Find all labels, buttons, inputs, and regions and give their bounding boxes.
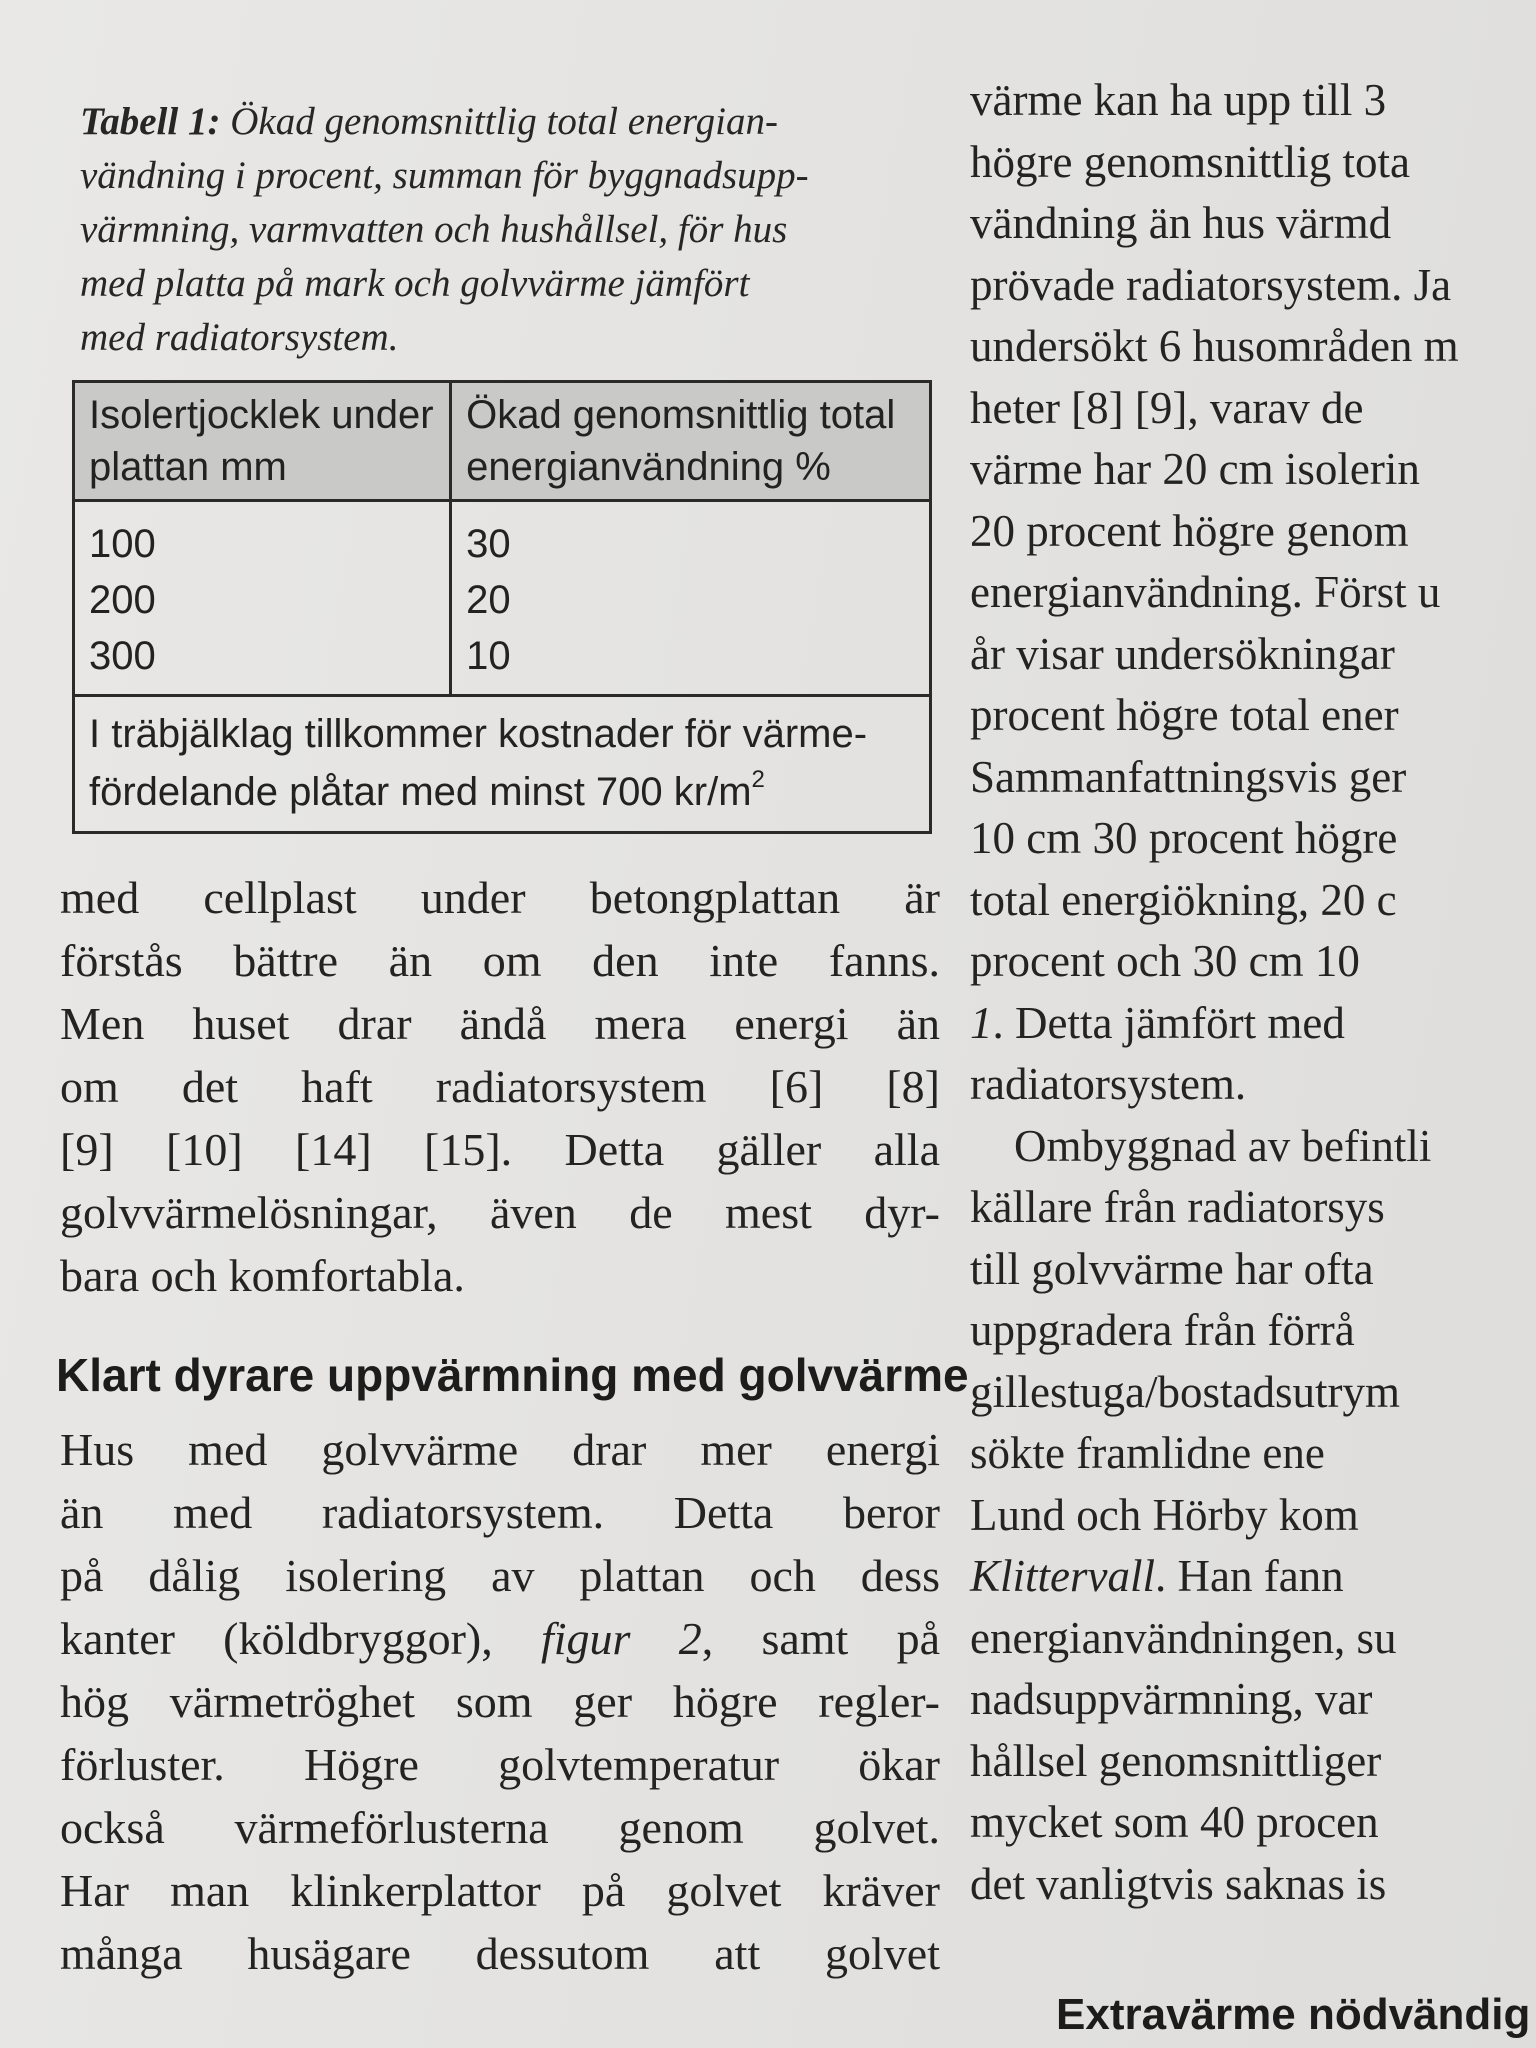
text-span: kanter (köldbryggor), xyxy=(60,1613,541,1664)
text-line: energianvändning. Först u xyxy=(970,567,1441,617)
paragraph-2 xyxy=(60,1418,940,1985)
paragraph-1 xyxy=(60,866,940,1307)
text-line: heter [8] [9], varav de xyxy=(970,382,1364,433)
name-reference: Klittervall xyxy=(970,1551,1155,1601)
text-line: hög värmetröghet som ger högre regler- xyxy=(60,1676,940,1727)
table-cell: 20 xyxy=(466,578,511,622)
caption-line: med radiatorsystem. xyxy=(80,316,399,359)
text-line: Lund och Hörby kom xyxy=(970,1489,1359,1540)
text-line: högre genomsnittlig tota xyxy=(970,136,1410,187)
caption-lead: Tabell 1: xyxy=(80,100,221,143)
text-line: förluster. Högre golvtemperatur ökar xyxy=(60,1739,940,1790)
text-line: prövade radiatorsystem. Ja xyxy=(970,259,1452,310)
increase-values xyxy=(451,501,931,696)
text-line: än med radiatorsystem. Detta beror xyxy=(60,1487,940,1538)
text-line: hållsel genomsnittliger xyxy=(970,1735,1382,1786)
header-text: plattan mm xyxy=(89,445,287,489)
table-cell: 30 xyxy=(466,522,511,566)
caption-line: med platta på mark och golvvärme jämfört xyxy=(80,262,750,305)
right-section-heading: Extravärme nödvändig xyxy=(1056,1990,1531,2039)
text-line: värme kan ha upp till 3 xyxy=(970,75,1387,125)
text-line: Hus med golvvärme drar mer energi xyxy=(60,1424,940,1475)
text-line: golvvärmelösningar, även de mest dyr- xyxy=(60,1187,940,1238)
table-cell: 200 xyxy=(89,578,156,622)
table-caption xyxy=(80,95,940,365)
text-line: energianvändningen, su xyxy=(970,1612,1397,1663)
text-span: . Han fann xyxy=(1155,1551,1344,1601)
text-line xyxy=(60,1607,940,1670)
caption-line: Ökad genomsnittlig total energian- xyxy=(220,100,778,143)
text-line: på dålig isolering av plattan och dess xyxy=(60,1550,940,1601)
text-line: många husägare dessutom att golvet xyxy=(60,1928,940,1979)
text-line xyxy=(970,993,1536,1055)
section-heading: Klart dyrare uppvärmning med golvvärme xyxy=(56,1349,969,1401)
text-line: uppgradera från förrå xyxy=(970,1305,1355,1355)
table-cell: 10 xyxy=(466,634,511,678)
table-cell: 300 xyxy=(89,634,156,678)
text-line xyxy=(970,1546,1536,1608)
caption-line: vändning i procent, summan för byggnadsupp- xyxy=(80,154,809,197)
text-line: Ombyggnad av befintli xyxy=(1014,1120,1432,1171)
text-line: procent och 30 cm 10 xyxy=(970,936,1360,986)
text-line: sökte framlidne ene xyxy=(970,1428,1325,1478)
text-line: förstås bättre än om den inte fanns. xyxy=(60,935,940,986)
text-line: gillestuga/bostadsutrym xyxy=(970,1366,1400,1417)
header-thickness xyxy=(74,382,451,501)
table-reference: 1 xyxy=(970,997,993,1048)
text-line: Men huset drar ändå mera energi än xyxy=(60,998,940,1049)
table-note xyxy=(74,696,931,833)
header-text: energianvändning % xyxy=(466,445,831,489)
text-line: till golvvärme har ofta xyxy=(970,1243,1374,1294)
text-line: källare från radiatorsys xyxy=(970,1182,1385,1232)
text-line: 20 procent högre genom xyxy=(970,505,1409,556)
header-increase xyxy=(451,382,931,501)
caption-line: värmning, varmvatten och hushållsel, för hus xyxy=(80,208,788,251)
figure-reference: figur 2 xyxy=(540,1613,702,1664)
text-line: år visar undersökningar xyxy=(970,628,1395,679)
text-line: undersökt 6 husområden m xyxy=(970,321,1459,371)
table-header-row xyxy=(74,382,931,501)
table-note-row xyxy=(74,696,931,833)
text-line: vändning än hus värmd xyxy=(970,198,1392,248)
table-cell: 100 xyxy=(89,522,156,566)
text-line: [9] [10] [14] [15]. Detta gäller alla xyxy=(60,1124,940,1175)
text-line: total energiökning, 20 c xyxy=(970,874,1397,925)
text-line: med cellplast under betongplattan är xyxy=(60,872,940,923)
energy-table xyxy=(72,380,932,834)
text-line: nadsuppvärmning, var xyxy=(970,1674,1373,1724)
text-line: mycket som 40 procen xyxy=(970,1797,1379,1847)
text-line: också värmeförlusterna genom golvet. xyxy=(60,1802,940,1853)
right-column xyxy=(970,70,1536,1915)
text-span: . Detta jämfört med xyxy=(992,997,1345,1048)
note-line xyxy=(89,763,915,821)
text-line: Sammanfattningsvis ger xyxy=(970,751,1407,802)
thickness-values xyxy=(74,501,451,696)
header-text: Ökad genomsnittlig total xyxy=(466,393,896,437)
text-span: , samt på xyxy=(701,1613,940,1664)
text-line: bara och komfortabla. xyxy=(60,1250,465,1301)
table-row xyxy=(74,501,931,696)
text-line: det vanligtvis saknas is xyxy=(970,1858,1387,1909)
note-line: I träbjälklag tillkommer kostnader för värme- xyxy=(89,712,868,756)
text-line: om det haft radiatorsystem [6] [8] xyxy=(60,1061,940,1112)
text-line: 10 cm 30 procent högre xyxy=(970,813,1398,863)
header-text: Isolertjocklek under xyxy=(89,393,434,437)
text-line: Har man klinkerplattor på golvet kräver xyxy=(60,1865,940,1916)
note-superscript: 2 xyxy=(751,766,765,793)
text-line: radiatorsystem. xyxy=(970,1059,1247,1109)
note-text: fördelande plåtar med minst 700 kr/m xyxy=(89,770,752,814)
text-line: värme har 20 cm isolerin xyxy=(970,444,1420,494)
text-line: procent högre total ener xyxy=(970,690,1399,740)
